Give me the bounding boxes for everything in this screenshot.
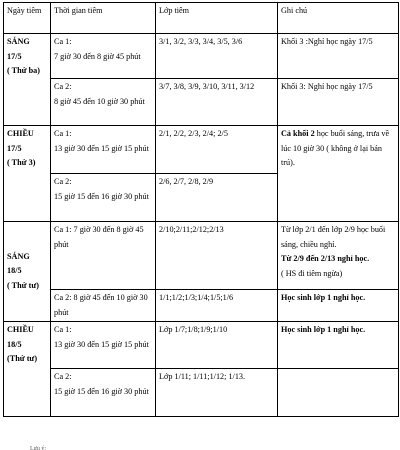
note-line: Từ lớp 2/1 đến lớp 2/9 học buổi sáng, chiều nghỉ. bbox=[281, 225, 386, 249]
day-date: 17/5 bbox=[7, 143, 22, 153]
class-cell: 2/1, 2/2, 2/3, 2/4; 2/5 bbox=[156, 126, 278, 174]
note-cell: Học sinh lớp 1 nghỉ học. bbox=[278, 290, 399, 322]
table-row bbox=[4, 222, 399, 290]
header-class: Lớp tiêm bbox=[156, 3, 278, 34]
day-label: SÁNG bbox=[7, 251, 30, 261]
note-cell: Khối 3: Nghỉ học ngày 17/5 bbox=[278, 79, 399, 126]
day-date: 18/5 bbox=[7, 339, 22, 349]
day-weekday: (Thứ tư) bbox=[7, 354, 38, 363]
header-note: Ghi chú bbox=[278, 3, 399, 34]
day-label: CHIỀU bbox=[7, 129, 34, 138]
note-cell: Cả khối 2 học buổi sáng, trưa về lúc 10 giờ 30 ( không ở lại bán trú). bbox=[278, 126, 399, 222]
note-cell: Học sinh lớp 1 nghỉ học. bbox=[278, 322, 399, 369]
table-row bbox=[4, 34, 399, 79]
note-cell: Khối 3 :Nghỉ học ngày 17/5 bbox=[278, 34, 399, 79]
time-cell: Ca 2: 8 giờ 45 đến 10 giờ 30 phút bbox=[51, 79, 156, 126]
table-row bbox=[4, 290, 399, 322]
header-time: Thời gian tiêm bbox=[51, 3, 156, 34]
note-cell bbox=[278, 222, 399, 290]
time-cell: Ca 1: 13 giờ 30 đến 15 giờ 15 phút bbox=[51, 322, 156, 369]
note-line-bold: Từ 2/9 đến 2/13 nghỉ học. bbox=[281, 254, 370, 263]
time-cell: Ca 1: 7 giờ 30 đến 8 giờ 45 phút bbox=[51, 222, 156, 290]
day-date: 18/5 bbox=[7, 266, 22, 276]
day-weekday: ( Thứ ba) bbox=[7, 66, 40, 75]
table-row bbox=[4, 126, 399, 174]
table-row bbox=[4, 322, 399, 369]
class-cell: Lớp 1/11; 1/11;1/12; 1/13. bbox=[156, 369, 278, 417]
note-line: ( HS đi tiêm ngừa) bbox=[281, 268, 343, 278]
time-cell: Ca 1: 7 giờ 30 đến 8 giờ 45 phút bbox=[51, 34, 156, 79]
class-cell: 2/10;2/11;2/12;2/13 bbox=[156, 222, 278, 290]
day-weekday: ( Thứ 3) bbox=[7, 158, 36, 167]
class-cell: 2/6, 2/7, 2/8, 2/9 bbox=[156, 174, 278, 222]
footer-note: Lưu ý: bbox=[30, 446, 47, 450]
day-label: SÁNG bbox=[7, 37, 30, 46]
day-cell bbox=[4, 322, 51, 417]
note-cell bbox=[278, 369, 399, 417]
vaccination-schedule-table bbox=[3, 2, 399, 417]
class-cell: 3/1, 3/2, 3/3, 3/4, 3/5, 3/6 bbox=[156, 34, 278, 79]
table-row bbox=[4, 369, 399, 417]
time-cell: Ca 1: 13 giờ 30 đến 15 giờ 15 phút bbox=[51, 126, 156, 174]
class-cell: 1/1;1/2;1/3;1/4;1/5;1/6 bbox=[156, 290, 278, 322]
class-cell: 3/7, 3/8, 3/9, 3/10, 3/11, 3/12 bbox=[156, 79, 278, 126]
day-label: CHIỀU bbox=[7, 325, 34, 334]
time-cell: Ca 2: 15 giờ 15 đến 16 giờ 30 phút bbox=[51, 174, 156, 222]
header-day: Ngày tiêm bbox=[4, 3, 51, 34]
class-cell: Lớp 1/7;1/8;1/9;1/10 bbox=[156, 322, 278, 369]
time-cell: Ca 2: 15 giờ 15 đến 16 giờ 30 phút bbox=[51, 369, 156, 417]
day-date: 17/5 bbox=[7, 51, 22, 61]
table-header-row bbox=[4, 3, 399, 34]
day-weekday: ( Thứ tư) bbox=[7, 280, 39, 290]
table-row bbox=[4, 79, 399, 126]
day-cell bbox=[4, 126, 51, 222]
day-cell bbox=[4, 34, 51, 126]
time-cell: Ca 2: 8 giờ 45 đến 10 giờ 30 phút bbox=[51, 290, 156, 322]
day-cell bbox=[4, 222, 51, 322]
